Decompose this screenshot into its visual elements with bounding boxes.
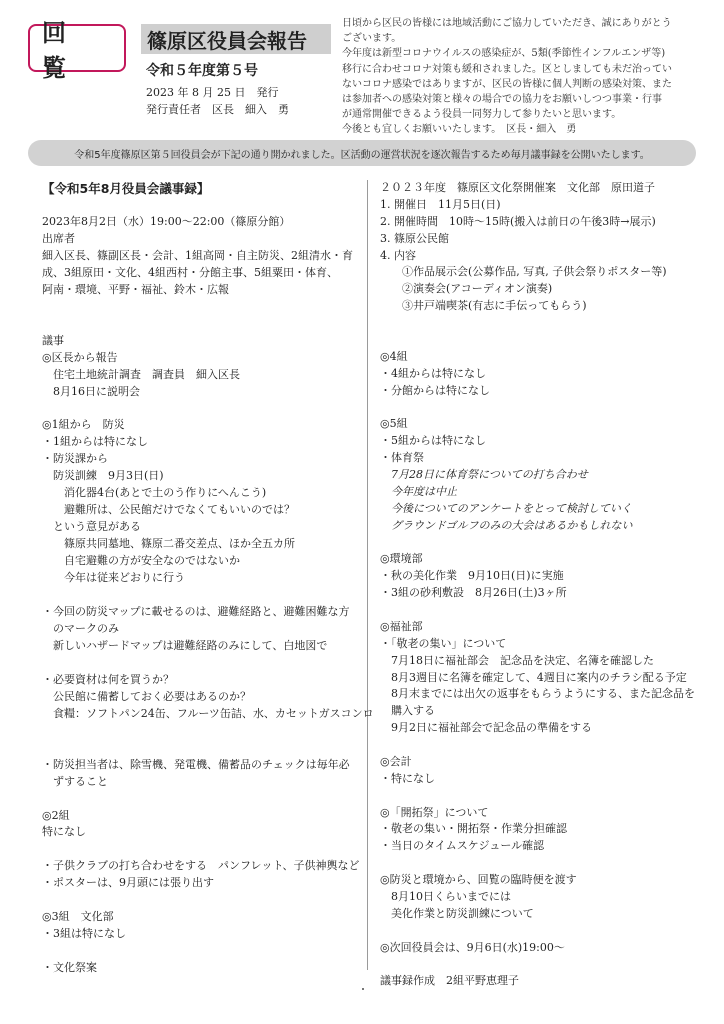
minutes-line: ◎4組 bbox=[380, 349, 408, 363]
minutes-line: ・秋の美化作業 9月10日(日)に実施 bbox=[380, 569, 564, 583]
notice-banner: 令和5年度篠原区第５回役員会が下記の通り開かれました。区活動の運営状況を逐次報告するため毎月議事録を公開いたします。 bbox=[28, 140, 696, 166]
minutes-line: 2023年8月2日（水）19:00～22:00（篠原分館） bbox=[42, 214, 291, 228]
minutes-line: ◎「開拓祭」について bbox=[380, 805, 489, 819]
minutes-line: 美化作業と防災訓練について bbox=[380, 906, 534, 920]
minutes-line: 住宅土地統計調査 調査員 細入区長 bbox=[42, 367, 240, 381]
minutes-line: 3. 篠原公民館 bbox=[380, 231, 449, 245]
minutes-line: 7月28日に体育祭についての打ち合わせ bbox=[380, 467, 588, 481]
minutes-line: 9月2日に福祉部会で記念品の準備をする bbox=[380, 721, 592, 735]
greeting-line: ないコロナ感染ではありますが、区民の皆様に個人判断の感染対策、また bbox=[342, 78, 672, 90]
minutes-line: ・文化祭案 bbox=[42, 961, 97, 975]
section-heading: 【令和5年8月役員会議事録】 bbox=[42, 181, 210, 196]
circulation-stamp: 回 覧 bbox=[28, 24, 126, 72]
minutes-line: ずすること bbox=[42, 774, 108, 788]
minutes-line: 特になし bbox=[42, 825, 86, 839]
minutes-line: ◎次回役員会は、9月6日(水)19:00～ bbox=[380, 940, 565, 954]
minutes-line: ◎環境部 bbox=[380, 552, 423, 566]
minutes-line: ◎区長から報告 bbox=[42, 350, 118, 364]
minutes-line: ②演奏会(アコーディオン演奏) bbox=[380, 282, 553, 296]
minutes-line: のマークのみ bbox=[42, 621, 119, 635]
minutes-line: 4. 内容 bbox=[380, 248, 416, 262]
minutes-line: 公民館に備蓄しておく必要はあるのか？ bbox=[42, 689, 251, 703]
minutes-line: 8月16日に説明会 bbox=[42, 384, 140, 398]
minutes-line: ◎1組から 防災 bbox=[42, 418, 125, 432]
issue-number: 令和５年度第５号 bbox=[146, 63, 258, 79]
greeting-line: 移行に合わせコロナ対策も緩和されました。区としましても未だ治ってい bbox=[342, 63, 672, 75]
minutes-line: 今年度は中止 bbox=[380, 484, 457, 498]
minutes-line: 購入する bbox=[380, 704, 435, 718]
minutes-line: ２０２３年度 篠原区文化祭開催案 文化部 原田道子 bbox=[380, 181, 655, 194]
greeting-line: が通常開催できるよう役員一同努力して参りたいと思います。 bbox=[342, 109, 622, 121]
minutes-line: ◎会計 bbox=[380, 754, 412, 768]
minutes-line: ・特になし bbox=[380, 771, 435, 785]
minutes-line: ・体育祭 bbox=[380, 451, 424, 465]
minutes-line: 7月18日に福祉部会 記念品を決定、名簿を確認した bbox=[380, 653, 654, 667]
minutes-line: ・子供クラブの打ち合わせをする パンフレット、子供神輿など bbox=[42, 859, 360, 873]
minutes-line: 成、3組原田・文化、4組西村・分館主事、5組粟田・体育、 bbox=[42, 265, 338, 279]
minutes-line: ・敬老の集い・開拓祭・作業分担確認 bbox=[380, 822, 567, 836]
minutes-line: ◎2組 bbox=[42, 808, 70, 822]
greeting-line: は参加者への感染対策と様々の場合での協力をお願いしつつ事業・行事 bbox=[342, 94, 662, 106]
minutes-line: ・4組からは特になし bbox=[380, 366, 486, 380]
minutes-line: 阿南・環境、平野・福祉、鈴木・広報 bbox=[42, 282, 229, 296]
minutes-line: 食糧：ソフトパン24缶、フルーツ缶詰、水、カセットガスコンロ bbox=[42, 706, 374, 720]
minutes-line: ◎5組 bbox=[380, 417, 408, 431]
minutes-line: 1. 開催日 11月5日(日) bbox=[380, 197, 501, 211]
greeting-line: ございます。 bbox=[342, 33, 402, 45]
minutes-line: ◎福祉部 bbox=[380, 619, 423, 633]
minutes-line: ・防災担当者は、除雪機、発電機、備蓄品のチェックは毎年必 bbox=[42, 757, 350, 771]
minutes-line: 新しいハザードマップは避難経路のみにして、白地図で bbox=[42, 638, 328, 652]
greeting-line: 今後とも宜しくお願いいたします。 区長・細入 勇 bbox=[342, 124, 577, 136]
minutes-line: 防災訓練 9月3日(日) bbox=[42, 469, 164, 483]
minutes-line: 8月3週目に名簿を確定して、4週目に案内のチラシ配る予定 bbox=[380, 670, 687, 684]
minutes-line: 避難所は、公民館だけでなくてもいいのでは？ bbox=[42, 503, 295, 517]
minutes-line: 8月10日くらいまでには bbox=[380, 889, 511, 903]
minutes-line: 消化器4台(あとで土のう作りにへんこう) bbox=[42, 486, 267, 500]
minutes-line: ・3組の砂利敷設 8月26日(土)3ヶ所 bbox=[380, 586, 567, 600]
minutes-line: 出席者 bbox=[42, 231, 75, 245]
responsible-person: 発行責任者 区長 細入 勇 bbox=[146, 103, 289, 116]
publish-date: 2023 年 8 月 25 日 発行 bbox=[146, 86, 279, 99]
minutes-line: ・防災課から bbox=[42, 452, 108, 466]
minutes-line: ・当日のタイムスケジュール確認 bbox=[380, 839, 545, 853]
minutes-line: ・必要資材は何を買うか？ bbox=[42, 672, 174, 686]
minutes-line: 自宅避難の方が安全なのではないか bbox=[42, 554, 240, 568]
minutes-line: ・3組は特になし bbox=[42, 927, 126, 941]
minutes-line: ③井戸端喫茶(有志に手伝ってもらう) bbox=[380, 299, 587, 313]
minutes-line: ・5組からは特になし bbox=[380, 434, 486, 448]
minutes-line: ◎防災と環境から、回覧の臨時便を渡す bbox=[380, 873, 577, 887]
newsletter-title: 篠原区役員会報告 bbox=[141, 24, 331, 54]
minutes-line: 8月末までには出欠の返事をもらうようにする、また記念品を bbox=[380, 687, 695, 701]
minutes-line: 議事 bbox=[42, 333, 64, 347]
minutes-line: ◎3組 文化部 bbox=[42, 910, 114, 924]
minutes-line: ・ポスターは、9月頭には張り出す bbox=[42, 876, 214, 890]
greeting-line: 今年度は新型コロナウイルスの感染症が、5類(季節性インフルエンザ等) bbox=[342, 48, 666, 60]
greeting-line: 日頃から区民の皆様には地域活動にご協力していただき、誠にありがとう bbox=[342, 18, 672, 29]
minutes-line: という意見がある bbox=[42, 520, 141, 534]
minutes-line: 細入区長、篠副区長・会計、1組高岡・自主防災、2組清水・育 bbox=[42, 248, 353, 262]
minutes-line: ・今回の防災マップに載せるのは、避難経路と、避難困難な方 bbox=[42, 605, 350, 618]
minutes-line: グラウンドゴルフのみの大会はあるかもしれない bbox=[380, 518, 633, 532]
greeting-message bbox=[342, 16, 704, 138]
column-divider bbox=[367, 180, 368, 970]
minutes-line: 篠原共同墓地、篠原二番交差点、ほか全五カ所 bbox=[42, 537, 295, 551]
minutes-line: ①作品展示会(公募作品, 写真, 子供会祭りポスター等) bbox=[380, 265, 667, 279]
minutes-line: 今後についてのアンケートをとって検討していく bbox=[380, 501, 632, 515]
minutes-line: 2. 開催時間 10時～15時(搬入は前日の午後3時→展示) bbox=[380, 214, 656, 228]
minutes-line: ・1組からは特になし bbox=[42, 435, 148, 449]
minutes-line: 議事録作成 2組平野恵理子 bbox=[380, 974, 519, 988]
minutes-line: ・分館からは特になし bbox=[380, 383, 490, 397]
page-mark bbox=[362, 988, 364, 990]
minutes-line: ・「敬老の集い」について bbox=[380, 636, 507, 650]
minutes-line: 今年は従来どおりに行う bbox=[42, 571, 185, 585]
